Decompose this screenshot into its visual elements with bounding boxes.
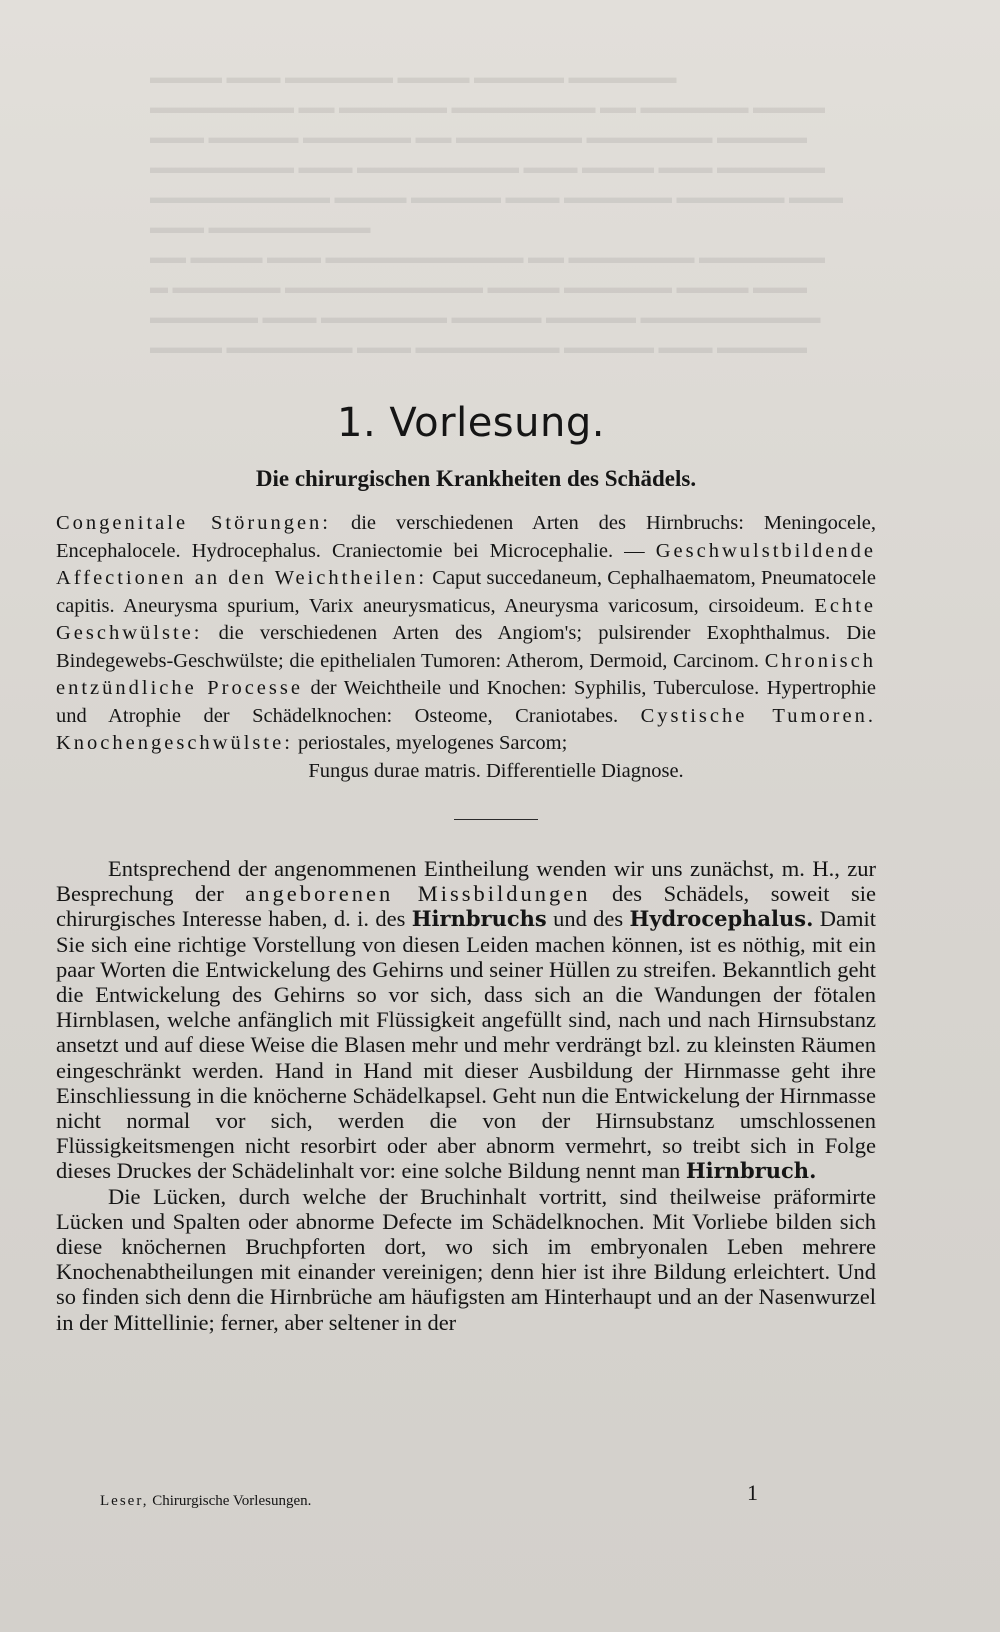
chapter-summary <box>56 510 876 758</box>
paragraph-text: und des <box>546 906 630 932</box>
paragraph-text: Damit Sie sich eine richtige Vorstellung von diesen Leiden machen können, ist es nöthig, mit ein paar Worten die Entwickelung des Gehirns und seiner Hüllen zu streifen. Bekanntlich geht die Entwickelung des Gehirns so vor sich, dass sich an die Wandungen der fötalen Hirnblasen, welche anfänglich mit Flüssigkeit angefüllt sind, nach und nach Hirnsubstanz ansetzt und auf diese Weise die Blasen mehr und mehr verdrängt bzl. zu kleinsten Räumen eingeschränkt werden. Hand in Hand mit dieser Ausbildung der Hirnmasse geht ihre Einschliessung in die knöcherne Schädelkapsel. Geht nun die Entwickelung der Hirnmasse nicht normal vor sich, werden die von der Hirnsubstanz umschlossenen Flüssigkeitsmengen nicht resorbirt oder aber abnorm vermehrt, so treibt sich in Folge dieses Druckes der Schädelinhalt vor: eine solche Bildung nennt man <box>56 906 876 1184</box>
chapter-title: 1. Vorlesung. <box>337 400 605 446</box>
paragraph-text: Entsprechend der angenommenen Eintheilung wenden wir uns zunächst, m. H., zur Besprechung der <box>56 856 876 907</box>
summary-text: die verschiedenen Arten des Hirnbruchs: Meningocele, Encephalocele. Hydrocephalus. Craniectomie bei Microcephalie. — <box>56 512 876 562</box>
body-paragraph-1 <box>56 856 876 1184</box>
bold-term-hirnbruch: Hirnbruch. <box>685 1158 817 1184</box>
summary-spaced-term: Geschwulstbildende Affectionen an den Weichtheilen: <box>56 539 876 589</box>
page-footer <box>100 1493 790 1510</box>
summary-text: die verschiedenen Arten des Angiom's; pulsirender Exophthalmus. Die Bindegewebs-Geschwülste; die epithelialen Tumoren: Atherom, Dermoid, Carcinom. <box>56 622 876 672</box>
summary-spaced-term: Knochengeschwülste: <box>56 732 293 754</box>
bold-term-hirnbruchs: Hirnbruchs <box>411 906 547 932</box>
footer-author: Leser, <box>100 1493 149 1509</box>
body-paragraph-2: Die Lücken, durch welche der Bruchinhalt vortritt, sind theilweise präformirte Lücken und Spalten oder abnorme Defecte im Schädelknochen. Mit Vorliebe bilden sich diese knöchernen Bruchpforten dort, wo sich im embryonalen Leben mehrere Knochenabtheilungen mit einander vereinigen; denn hier ist ihre Bildung erleichtert. Und so finden sich denn die Hirnbrüche am häufigsten am Hinterhaupt und an der Nasenwurzel in der Mittellinie; ferner, aber seltener in der <box>56 1183 876 1335</box>
summary-spaced-term: Chronisch entzündliche Processe <box>56 649 876 699</box>
summary-text: periostales, myelogenes Sarcom; <box>292 732 568 754</box>
footer-work-title: Chirurgische Vorlesungen. <box>148 1493 312 1509</box>
summary-spaced-term: Echte Geschwülste: <box>56 594 876 644</box>
spaced-emphasis: angeborenen Missbildungen <box>245 881 591 907</box>
paragraph-text: des Schädels, soweit sie chirurgisches Interesse haben, d. i. des <box>56 881 876 932</box>
chapter-summary-last-line: Fungus durae matris. Differentielle Diagnose. <box>308 759 684 782</box>
summary-spaced-term: Congenitale Störungen: <box>56 512 331 534</box>
bleed-through-texture: ▬▬▬▬ ▬▬▬ ▬▬▬▬▬▬ ▬▬▬▬ ▬▬▬▬▬ ▬▬▬▬▬▬ ▬▬▬▬▬▬▬▬ ▬▬ ▬▬▬▬▬▬ ▬▬▬▬▬▬▬▬ ▬▬ ▬▬▬▬▬▬ ▬▬▬▬ ▬▬▬ ▬▬▬▬▬ ▬▬▬▬▬▬ ▬▬ ▬▬▬▬▬▬▬ ▬▬▬▬▬▬▬ ▬▬▬▬▬ ▬▬▬▬▬▬▬▬ ▬▬▬ ▬▬▬▬▬▬▬▬▬ ▬▬▬ ▬▬▬▬ ▬▬▬ ▬▬▬▬▬▬ ▬▬▬▬▬▬▬▬▬▬ ▬▬▬▬ ▬▬▬▬▬ ▬▬▬ ▬▬▬▬▬▬ ▬▬▬▬▬▬ ▬▬▬ ▬▬▬ ▬▬▬▬▬▬▬▬▬ ▬▬ ▬▬▬▬ ▬▬▬ ▬▬▬▬▬▬▬▬▬▬▬ ▬▬ ▬▬▬▬▬▬▬ ▬▬▬▬▬▬▬ ▬ ▬▬▬▬▬▬ ▬▬▬▬▬▬▬▬▬▬▬ ▬▬▬▬ ▬▬▬▬▬▬ ▬▬▬▬ ▬▬▬ ▬▬▬▬▬▬ ▬▬▬ ▬▬▬▬▬▬▬ ▬▬▬▬▬ ▬▬▬▬▬ ▬▬▬▬▬▬▬▬▬▬ ▬▬▬▬ ▬▬▬▬▬▬▬ ▬▬▬ ▬▬▬▬▬▬▬▬ ▬▬▬▬▬ ▬▬▬ ▬▬▬▬▬ <box>150 67 843 357</box>
summary-text: Caput succedaneum, Cephalhaematom, Pneumatocele capitis. Aneurysma spurium, Varix aneurysmaticus, Aneurysma varicosum, cirsoideum. <box>56 567 876 617</box>
section-divider <box>454 819 538 820</box>
bold-term-hydrocephalus: Hydrocephalus. <box>629 906 814 932</box>
page-content <box>56 400 876 1335</box>
summary-text: der Weichtheile und Knochen: Syphilis, Tuberculose. Hypertrophie und Atrophie der Schädelknochen: Osteome, Craniotabes. <box>56 677 876 727</box>
summary-spaced-term: Cystische Tumoren. <box>640 704 876 727</box>
chapter-subtitle: Die chirurgischen Krankheiten des Schädels. <box>255 466 697 491</box>
page-number: 1 <box>747 1480 758 1505</box>
